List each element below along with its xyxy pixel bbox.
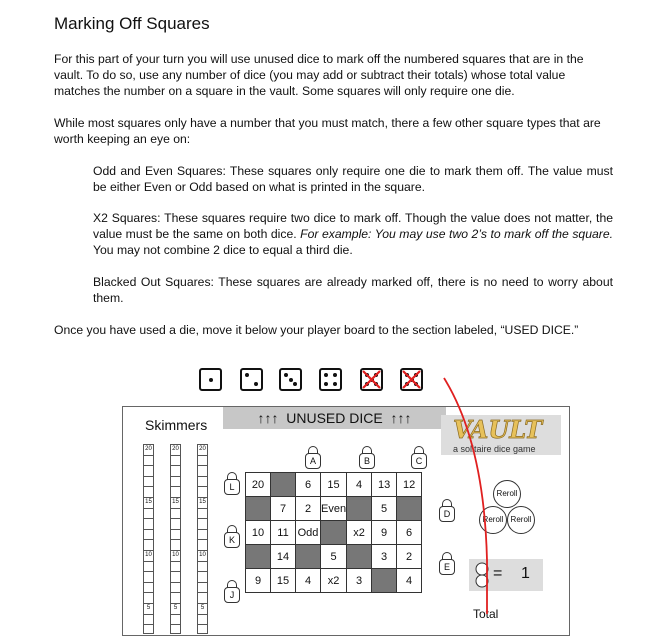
vault-square[interactable]: 14 [271, 545, 296, 569]
blacked-paragraph: Blacked Out Squares: These squares are already marked off, there is no need to worry about them. [93, 275, 613, 305]
x2-text-b: You may not combine 2 dice to equal a third die. [93, 243, 353, 257]
track-number: 15 [144, 498, 153, 509]
vault-square[interactable]: 3 [372, 545, 397, 569]
gem-value: 1 [521, 565, 530, 582]
page-title: Marking Off Squares [54, 14, 210, 33]
vault-square[interactable]: 4 [347, 473, 372, 497]
vault-square[interactable]: Even [321, 497, 347, 521]
vault-square[interactable]: 3 [347, 569, 372, 593]
track-number: 10 [171, 551, 180, 562]
vault-square[interactable]: 9 [246, 569, 271, 593]
vault-square[interactable]: 5 [372, 497, 397, 521]
vault-square[interactable]: 11 [271, 521, 296, 545]
total-label: Total [473, 607, 499, 621]
vault-square[interactable]: 9 [372, 521, 397, 545]
vault-square[interactable]: Odd [296, 521, 321, 545]
reroll-token[interactable]: Reroll [479, 506, 507, 534]
equals-sign: = [493, 565, 503, 582]
vault-square[interactable]: 15 [271, 569, 296, 593]
skimmers-label: Skimmers [145, 417, 208, 433]
lock-icon: L [224, 479, 240, 495]
vault-square[interactable]: 4 [296, 569, 321, 593]
reroll-token[interactable]: Reroll [507, 506, 535, 534]
banner-label: UNUSED DICE [286, 410, 383, 426]
vault-square[interactable]: 2 [296, 497, 321, 521]
lock-icon: K [224, 532, 240, 548]
track-number: 5 [198, 604, 207, 615]
lock-icon: C [411, 453, 427, 469]
track-number: 15 [198, 498, 207, 509]
track-number: 20 [144, 445, 153, 456]
vault-square[interactable]: 5 [321, 545, 347, 569]
lock-icon: J [224, 587, 240, 603]
vault-square[interactable]: 2 [397, 545, 422, 569]
vault-square[interactable]: x2 [321, 569, 347, 593]
track-number: 10 [198, 551, 207, 562]
lock-icon: B [359, 453, 375, 469]
vault-square[interactable]: x2 [347, 521, 372, 545]
x2-text-a: X2 Squares: These squares require two dice to mark off. Though the value does not matter, the value must be the same on both dice. [93, 211, 613, 241]
lock-icon: E [439, 559, 455, 575]
arrows-left: ↑↑↑ [257, 410, 279, 426]
track-number: 20 [198, 445, 207, 456]
track-number: 15 [171, 498, 180, 509]
vault-square[interactable]: 6 [397, 521, 422, 545]
vault-square[interactable]: 13 [372, 473, 397, 497]
vault-square[interactable]: 6 [296, 473, 321, 497]
vault-subtitle: a solitaire dice game [453, 444, 536, 454]
track-number: 10 [144, 551, 153, 562]
intro-paragraph: For this part of your turn you will use unused dice to mark off the numbered squares that are in the vault. To do so, use any number of dice (you may add or subtract their totals) whose total value matches the number on a square in the vault. Some squares will only require one die. [54, 52, 584, 98]
vault-square[interactable]: 4 [397, 569, 422, 593]
vault-square[interactable]: 7 [271, 497, 296, 521]
vault-title: VAULT [453, 415, 543, 444]
vault-square[interactable]: 15 [321, 473, 347, 497]
track-number: 5 [144, 604, 153, 615]
types-intro-paragraph: While most squares only have a number that you must match, there a few other square types that are worth keeping an eye on: [54, 116, 601, 146]
lock-icon: A [305, 453, 321, 469]
vault-square[interactable]: 20 [246, 473, 271, 497]
odd-even-paragraph: Odd and Even Squares: These squares only require one die to mark them off. The value must be either Even or Odd based on what is printed in the square. [93, 164, 613, 194]
used-dice-paragraph: Once you have used a die, move it below your player board to the section labeled, “USED DICE.” [54, 323, 579, 337]
vault-square[interactable]: 10 [246, 521, 271, 545]
x2-example: For example: You may use two 2’s to mark off the square. [300, 227, 613, 241]
vault-square[interactable]: 12 [397, 473, 422, 497]
arrows-right: ↑↑↑ [390, 410, 412, 426]
track-number: 20 [171, 445, 180, 456]
reroll-token[interactable]: Reroll [493, 480, 521, 508]
track-number: 5 [171, 604, 180, 615]
lock-icon: D [439, 506, 455, 522]
